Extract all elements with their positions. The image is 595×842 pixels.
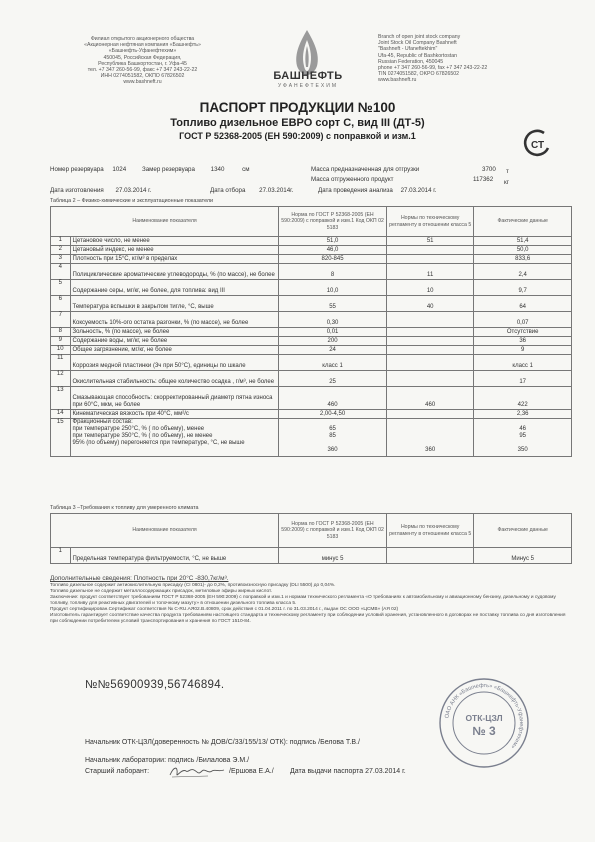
date-analysis-value: 27.03.2014 г.	[400, 187, 437, 194]
actual-value: 2,4	[474, 264, 572, 280]
norm-value: 2,00-4,50	[279, 410, 387, 419]
row-name: Цетановое число, не менее	[70, 237, 279, 246]
tr-value	[387, 337, 474, 346]
tr-value	[387, 371, 474, 387]
mass-intended-unit: т	[506, 168, 509, 175]
norm-value	[279, 419, 387, 457]
table3-head-norm: Норма по ГОСТ Р 52368-2005 (ЕН 590:2009) с поправкой и изм.1 Код ОКП 02 5183	[279, 514, 387, 548]
table-row	[51, 355, 572, 371]
issue-date: Дата выдачи паспорта 27.03.2014 г.	[290, 768, 406, 775]
row-number: 1	[51, 548, 71, 564]
table-row	[51, 264, 572, 280]
norm-value: 85	[329, 433, 336, 439]
date-analysis-label: Дата проведения анализа	[318, 187, 393, 194]
address-en-line: phone +7 347 260-56-99, fax +7 347 243-22-22	[378, 65, 488, 72]
table3-head-tr: Нормы по техническому регламенту в отношении класса 5	[387, 514, 474, 548]
row-number: 15	[51, 419, 71, 457]
mass-intended-label: Масса предназначенная для отгрузки	[311, 166, 420, 173]
table-row	[51, 371, 572, 387]
actual-value: 2,36	[474, 410, 572, 419]
tr-value	[387, 410, 474, 419]
row-number: 4	[51, 264, 71, 280]
row-number: 10	[51, 346, 71, 355]
row-number: 13	[51, 387, 71, 410]
table3-head-actual: Фактические данные	[474, 514, 572, 548]
note-line: Изготовитель гарантирует соответствие качества продукта требованиям настоящего стандарта и техническому регламенту при соблюдении условий хранения, установленного в договорах не поставку топлива со дня изготовления при соблюдении потребителем условий транспортирования и хранения по ГОСТ 1510-84.	[50, 613, 566, 624]
cert-mark-text: СТ	[531, 140, 545, 151]
mass-shipped-value: 117362	[473, 176, 494, 183]
address-en-line: Joint Stock Oil Company Bashneft	[378, 40, 457, 47]
stamp-ring-text: ОАО АНК «Башнефть» «Башнефть-Уфанефтехим»	[444, 682, 525, 750]
passport-title: ПАСПОРТ ПРОДУКЦИИ №100	[199, 100, 396, 115]
tr-value	[387, 419, 474, 457]
table3-caption: Таблица 3 –Требования к топливу для умеренного климата	[50, 505, 199, 511]
norm-value: 24	[279, 346, 387, 355]
table-row	[51, 419, 572, 457]
norm-value: 46,0	[279, 246, 387, 255]
fraction-item: 95% (по объему) перегоняется при температуре, °С, не выше	[72, 440, 245, 446]
note-line: Топливо дизельное не содержит металлосодержащих присадок, метиловые эфиры жирных кислот.	[50, 589, 273, 594]
row-name: Смазывающая способность: скорректированный диаметр пятна износа при 60°С, мкм, не более	[70, 387, 279, 410]
notes-block	[50, 575, 572, 625]
row-name: Плотность при 15°С, кг/м³ в пределах	[70, 255, 279, 264]
mass-shipped-label: Масса отгруженного продукт	[311, 176, 394, 183]
tr-value	[389, 433, 471, 440]
actual-value	[474, 419, 572, 457]
fraction-item: при температуре 250°С, % ( по объему), менее	[72, 426, 205, 432]
table3-header-row	[51, 514, 572, 548]
reservoir-no-label: Номер резервуара	[50, 166, 104, 173]
address-ru-line: 450045, Российская Федерация,	[103, 54, 182, 61]
table2	[50, 206, 572, 457]
row-number: 12	[51, 371, 71, 387]
actual-value: 95	[519, 433, 527, 439]
note-line: Продукт сертифицирован.Сертификат соответствия № С-RU.АЯ02.В.40809, срок действия с 01.04.2011 г. по 31.03.2014 г., выдан ОС ООО «ЦСМВ» (АЯ 02)	[50, 607, 399, 612]
fraction-item: при температуре 350°С, % ( по объему), не менее	[72, 433, 213, 439]
actual-value: 9,7	[474, 280, 572, 296]
tr-value	[387, 346, 474, 355]
row-name: Зольность, % (по массе), не более	[70, 328, 279, 337]
address-ru-line: «Башнефть-Уфанефтехим»	[108, 48, 177, 55]
norm-value: 25	[279, 371, 387, 387]
table2-head-actual: Фактические данные	[474, 207, 572, 237]
norm-value: 460	[279, 387, 387, 410]
row-number: 6	[51, 296, 71, 312]
norm-value: 55	[279, 296, 387, 312]
signature-senior-name: /Ершова Е.А./	[229, 768, 274, 775]
norm-value: 51,0	[279, 237, 387, 246]
address-ru-line: «Акционерная нефтяная компания «Башнефть»	[84, 42, 201, 49]
address-en-line: Branch of open joint stock company	[378, 34, 461, 40]
brand-subtitle: УФАНЕФТЕХИМ	[278, 83, 338, 89]
tr-value	[389, 426, 471, 433]
table-row	[51, 387, 572, 410]
norm-value: класс 1	[279, 355, 387, 371]
signature-otk: Начальник ОТК-ЦЗЛ(доверенность № ДОВ/С/33/155/13/ ОТК): подпись /Белова Т.В./	[85, 739, 360, 746]
standard-ref: ГОСТ Р 52368-2005 (ЕН 590:2009) с поправкой и изм.1	[179, 131, 416, 141]
date-made-value: 27.03.2014 г.	[115, 187, 152, 194]
date-analysis	[318, 187, 436, 194]
reservoir-level-label: Замер резервуара	[142, 166, 195, 173]
address-en-line: TIN 0274051582, OKPO 67826502	[378, 71, 460, 78]
actual-value: 422	[474, 387, 572, 410]
notes-lines	[50, 583, 572, 625]
tr-value: 51	[387, 237, 474, 246]
actual-value: 0,07	[474, 312, 572, 328]
tr-value: 40	[387, 296, 474, 312]
actual-value: Минус 5	[474, 548, 572, 564]
row-number: 14	[51, 410, 71, 419]
norm-value: 200	[279, 337, 387, 346]
address-en-line: Ufa-45, Republic of Bashkortostan	[378, 52, 458, 59]
row-number: 9	[51, 337, 71, 346]
table-row	[51, 246, 572, 255]
table-row	[51, 255, 572, 264]
address-ru-line: ИНН 0274051582, ОКПО 67826502	[100, 73, 185, 80]
table-row	[51, 548, 572, 564]
tr-value	[387, 255, 474, 264]
row-number: 7	[51, 312, 71, 328]
norm-value: 65	[329, 426, 336, 432]
note-line: Топливо дизельное содержит антиокислительную присадку (СI 0801)- до 0,2%, противоизносную присадку (DLI 5500) до 0,04%.	[50, 583, 336, 588]
actual-value: 36	[474, 337, 572, 346]
row-name: Полициклические ароматические углеводороды, % (по массе), не более	[70, 264, 279, 280]
date-sample-label: Дата отбора	[210, 187, 246, 194]
actual-value: 833,6	[474, 255, 572, 264]
reservoir-level	[142, 166, 250, 173]
row-name: Коррозия медной пластинки (3ч при 50°С), единицы по шкале	[70, 355, 279, 371]
actual-value: 51,4	[474, 237, 572, 246]
address-ru-line: тел. +7 347 260-56-99, факс +7 347 243-22-22	[87, 67, 198, 74]
reservoir-level-unit: см	[242, 166, 250, 173]
fraction-head: Фракционный состав:	[72, 419, 133, 425]
tr-value: 10	[387, 280, 474, 296]
norm-value: минус 5	[279, 548, 387, 564]
mass-intended-value: 3700	[482, 166, 496, 173]
tr-value	[387, 328, 474, 337]
company-address-en	[378, 34, 578, 84]
actual-value: Отсутствие	[474, 328, 572, 337]
norm-value: 8	[279, 264, 387, 280]
signature-senior: Старший лаборант:	[85, 768, 150, 775]
table3	[50, 513, 572, 564]
stamp-center-line1: ОТК-ЦЗЛ	[465, 713, 503, 723]
table2-head-tr: Нормы по техническому регламенту в отношении класса 5	[387, 207, 474, 237]
product-name: Топливо дизельное ЕВРО сорт С, вид III (ДТ-5)	[170, 117, 425, 129]
norm-value: 0,01	[279, 328, 387, 337]
row-name: Кинематическая вязкость при 40°С, мм²/с	[70, 410, 279, 419]
tr-value	[387, 246, 474, 255]
row-number: 11	[51, 355, 71, 371]
actual-value: 17	[474, 371, 572, 387]
norm-value: 0,30	[279, 312, 387, 328]
table-row	[51, 337, 572, 346]
row-name: Окислительная стабильность: общее количество осадка , г/м³, не более	[70, 371, 279, 387]
row-number: 1	[51, 237, 71, 246]
actual-value: 50,0	[474, 246, 572, 255]
reservoir-no	[50, 166, 126, 173]
table-row	[51, 280, 572, 296]
address-en-line: "Bashneft - Ufaneftekhim"	[378, 46, 438, 53]
tr-value: 460	[387, 387, 474, 410]
table2-head-norm: Норма по ГОСТ Р 52368-2005 (ЕН 590:2009) с поправкой и изм.1 Код ОКП 02 5183	[279, 207, 387, 237]
date-made-label: Дата изготовления	[50, 187, 104, 194]
signature-lab-head: Начальник лаборатории: подпись /Билалова Э.М./	[85, 757, 250, 764]
tr-value: 11	[387, 264, 474, 280]
row-name: Цетановый индекс, не менее	[70, 246, 279, 255]
address-en-line: Russian Federation, 450045	[378, 58, 444, 65]
reservoir-no-value: 1024	[112, 166, 127, 173]
tr-value	[387, 312, 474, 328]
table-row	[51, 312, 572, 328]
row-number: 3	[51, 255, 71, 264]
tr-value	[387, 548, 474, 564]
extra-info: Дополнительные сведения: Плотность при 20°С -830,7кг/м³.	[50, 575, 229, 582]
row-number: 5	[51, 280, 71, 296]
certification-mark-icon	[522, 128, 552, 158]
actual-value: 64	[474, 296, 572, 312]
table-row	[51, 296, 572, 312]
date-sample	[210, 187, 293, 194]
table2-caption: Таблица 2 – Физико-химические и эксплуатационные показатели	[50, 198, 214, 204]
actual-value: 9	[474, 346, 572, 355]
norm-value: 10,0	[279, 280, 387, 296]
table-row	[51, 237, 572, 246]
table-row	[51, 346, 572, 355]
stamp-center-line2: № 3	[472, 724, 496, 738]
company-address-ru	[40, 36, 245, 86]
address-en-line: www.bashneft.ru	[378, 77, 417, 84]
reservoir-level-value: 1340	[210, 166, 225, 173]
handwritten-signature	[168, 762, 226, 780]
norm-value: 360	[327, 447, 338, 453]
address-ru-line: www.bashneft.ru	[123, 79, 162, 86]
norm-value: 820-845	[279, 255, 387, 264]
address-ru-line: Республика Башкортостан, г. Уфа-45	[98, 60, 187, 67]
table2-header-row	[51, 207, 572, 237]
actual-value: класс 1	[474, 355, 572, 371]
row-number: 2	[51, 246, 71, 255]
row-name: Общее загрязнение, мг/кг, не более	[70, 346, 279, 355]
address-ru-line: Филиал открытого акционерного общества	[90, 36, 195, 42]
table3-head-name: Наименование показателя	[51, 514, 279, 548]
mass-shipped-unit: кг	[504, 179, 509, 186]
row-name	[70, 419, 279, 457]
row-number: 8	[51, 328, 71, 337]
tr-value: 360	[425, 447, 436, 453]
row-name: Содержание воды, мг/кг, не более	[70, 337, 279, 346]
row-name: Содержание серы, мг/кг, не более, для топлива: вид III	[70, 280, 279, 296]
brand-name: БАШНЕФТЬ	[273, 70, 343, 82]
note-line: Заключение: продукт соответствует требованиям ГОСТ Р 52368-2005 (ЕН 590:2009) с поправкой и изм.1 и нормам технического регламента «О требованиях к автомобильному и авиационному бензину, дизельному и судовому топливу, топливу для реактивных двигателей и топочному мазуту» в отношении дизельного топлива класса 5.	[50, 595, 556, 606]
actual-value: 350	[517, 447, 528, 453]
table2-head-name: Наименование показателя	[51, 207, 279, 237]
row-name: Температура вспышки в закрытом тигле, °С, выше	[70, 296, 279, 312]
actual-value: 46	[519, 426, 527, 432]
otk-stamp	[438, 677, 530, 769]
tr-value	[387, 355, 474, 371]
row-name: Предельная температура фильтруемости, °С, не выше	[70, 548, 279, 564]
table-row	[51, 410, 572, 419]
date-made	[50, 187, 151, 194]
row-name: Коксуемость 10%-ого остатка разгонки, % (по массе), не более	[70, 312, 279, 328]
table-row	[51, 328, 572, 337]
batch-numbers: №№56900939,56746894.	[85, 679, 225, 691]
date-sample-value: 27.03.2014г.	[259, 187, 294, 194]
